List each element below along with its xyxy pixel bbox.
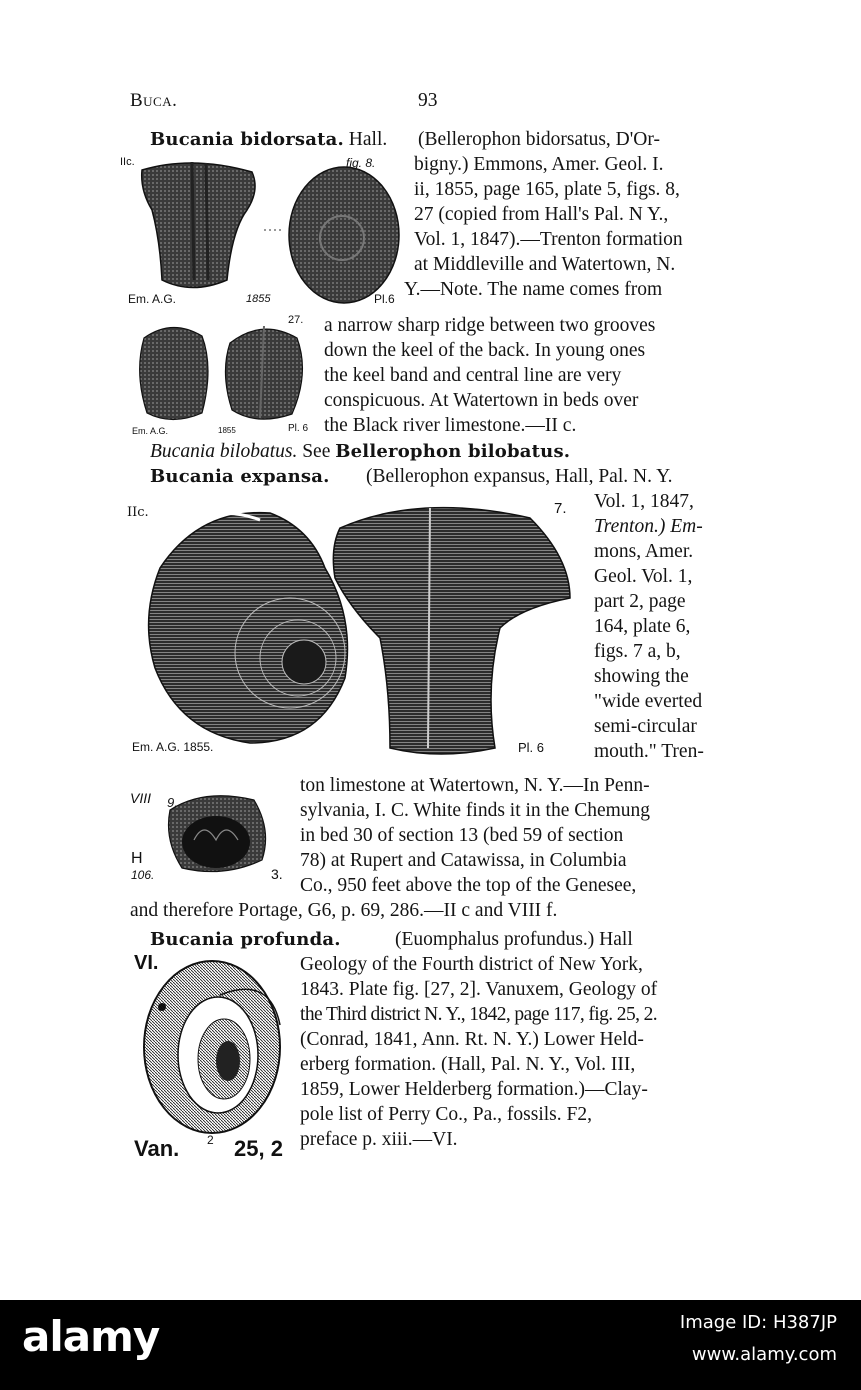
expansa-line-3: mons, Amer.: [594, 541, 694, 562]
expansa-line-7: figs. 7 a, b,: [594, 641, 681, 662]
expansa-label-source: Em. A.G. 1855.: [132, 740, 214, 754]
bidorsata-label-plate-b: Pl. 6: [288, 423, 309, 434]
profunda-label-fig: 25, 2: [234, 1136, 283, 1161]
bidorsata-figure-8: [132, 150, 402, 310]
entry-profunda-name: Bucania profunda.: [150, 929, 341, 950]
expansa-line-2: Trenton.) Em-: [594, 516, 703, 537]
profunda-line-8: preface p. xiii.—VI.: [300, 1129, 458, 1150]
bidorsata-line-9: the keel band and central line are very: [324, 365, 622, 386]
profunda-line-6: 1859, Lower Helderberg formation.)—Clay-: [300, 1079, 648, 1100]
expansa-line-15: 78) at Rupert and Catawissa, in Columbia: [300, 850, 627, 871]
profunda-label-source: Van.: [134, 1136, 180, 1161]
entry-bilobatus-target: Bellerophon bilobatus.: [335, 441, 571, 462]
bidorsata-line-4: Vol. 1, 1847).—Trenton formation: [414, 229, 683, 250]
alamy-logo: alamy: [22, 1312, 160, 1361]
bidorsata-line-0: (Bellerophon bidorsatus, D'Or-: [418, 129, 660, 150]
bidorsata-label-source-b: Em. A.G.: [132, 426, 169, 436]
bidorsata-label-year-b: 1855: [218, 426, 236, 435]
bidorsata-line-11: the Black river limestone.—II c.: [324, 415, 577, 436]
bidorsata-line-5: at Middleville and Watertown, N.: [414, 254, 676, 275]
bidorsata-line-10: conspicuous. At Watertown in beds over: [324, 390, 639, 411]
bidorsata-line-6: Y.—Note. The name comes from: [404, 279, 663, 300]
expansa-label-fig7: 7.: [554, 500, 567, 517]
bidorsata-line-2: ii, 1855, page 165, plate 5, figs. 8,: [414, 179, 680, 200]
profunda-line-3: the Third district N. Y., 1842, page 117, fig. 25, 2.: [300, 1004, 658, 1025]
bidorsata-label-year-a: 1855: [246, 293, 271, 305]
bidorsata-label-fig27: 27.: [288, 314, 304, 326]
expansa-figure-7: [140, 498, 590, 768]
expansa-line-17: and therefore Portage, G6, p. 69, 286.—II c and VIII f.: [130, 900, 558, 921]
expansa-figure-9: [164, 790, 274, 880]
image-id: Image ID: H387JP: [679, 1312, 837, 1333]
bidorsata-label-source-a: Em. A.G.: [128, 292, 177, 306]
bidorsata-line-7: a narrow sharp ridge between two grooves: [324, 315, 656, 336]
expansa-label-fig9: 9.: [167, 795, 178, 810]
bidorsata-label-plate-a: Pl.6: [374, 292, 395, 306]
entry-bidorsata-heading: [150, 127, 387, 152]
profunda-line-4: (Conrad, 1841, Ann. Rt. N. Y.) Lower Held-: [300, 1029, 644, 1050]
expansa-line-13: sylvania, I. C. White finds it in the Chemung: [300, 800, 651, 821]
entry-bilobatus-name: Bucania bilobatus.: [150, 441, 298, 462]
site-url: www.alamy.com: [691, 1344, 837, 1365]
expansa-line-1: Vol. 1, 1847,: [594, 491, 694, 512]
expansa-label-series2: VIII: [130, 790, 152, 806]
expansa-line-14: in bed 30 of section 13 (bed 59 of section: [300, 825, 624, 846]
entry-expansa-heading: [150, 464, 330, 489]
bidorsata-label-series: IIc.: [120, 156, 135, 168]
running-head: Buca.: [130, 90, 178, 111]
expansa-line-0: (Bellerophon expansus, Hall, Pal. N. Y.: [366, 466, 673, 487]
expansa-label-h: H: [131, 850, 143, 867]
profunda-label-series: VI.: [134, 952, 159, 974]
entry-bidorsata-name: Bucania bidorsata.: [150, 129, 344, 150]
bidorsata-figure-27: [132, 318, 322, 428]
expansa-line-5: part 2, page: [594, 591, 686, 612]
expansa-line-8: showing the: [594, 666, 689, 687]
expansa-line-4: Geol. Vol. 1,: [594, 566, 693, 587]
entry-profunda-heading: [150, 927, 341, 952]
entry-bidorsata-author: Hall.: [348, 129, 388, 150]
profunda-line-1: Geology of the Fourth district of New York,: [300, 954, 643, 975]
expansa-line-6: 164, plate 6,: [594, 616, 691, 637]
profunda-line-5: erberg formation. (Hall, Pal. N. Y., Vol. III,: [300, 1054, 636, 1075]
expansa-line-12: ton limestone at Watertown, N. Y.—In Penn-: [300, 775, 650, 796]
entry-bilobatus-see: See: [302, 441, 331, 462]
expansa-label-fig3: 3.: [271, 866, 283, 882]
expansa-label-series: IIc.: [127, 505, 149, 520]
bidorsata-line-8: down the keel of the back. In young ones: [324, 340, 646, 361]
profunda-line-2: 1843. Plate fig. [27, 2]. Vanuxem, Geology of: [300, 979, 658, 1000]
entry-bilobatus: [150, 439, 570, 464]
expansa-line-10: semi-circular: [594, 716, 697, 737]
bidorsata-label-fig8: fig. 8.: [346, 156, 376, 170]
expansa-line-11: mouth." Tren-: [594, 741, 704, 762]
expansa-line-16: Co., 950 feet above the top of the Genesee,: [300, 875, 637, 896]
expansa-label-plate: Pl. 6: [518, 740, 545, 755]
expansa-line-9: "wide everted: [594, 691, 703, 712]
entry-expansa-name: Bucania expansa.: [150, 466, 330, 487]
profunda-label-sup: 2: [207, 1133, 214, 1147]
bidorsata-line-3: 27 (copied from Hall's Pal. N Y.,: [414, 204, 669, 225]
profunda-figure: [140, 955, 290, 1140]
bidorsata-line-1: bigny.) Emmons, Amer. Geol. I.: [414, 154, 664, 175]
profunda-line-7: pole list of Perry Co., Pa., fossils. F2,: [300, 1104, 592, 1125]
page-number: 93: [418, 90, 438, 111]
expansa-label-106: 106.: [131, 868, 155, 882]
profunda-line-0: (Euomphalus profundus.) Hall: [395, 929, 633, 950]
